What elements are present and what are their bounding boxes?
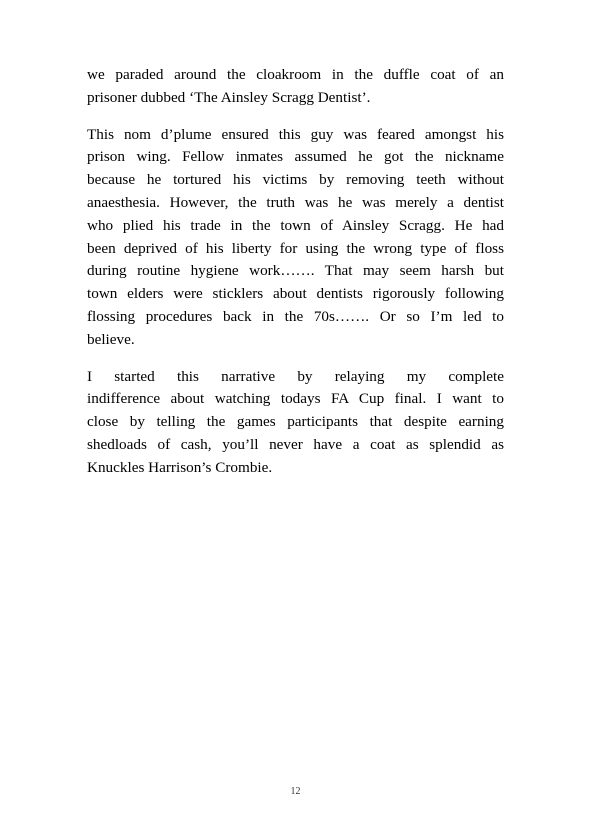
text-line: town elders were sticklers about dentists rigorously following [87,285,504,303]
text-line: we paraded around the cloakroom in the duffle coat of an [87,66,504,83]
text-line: anaesthesia. However, the truth was he was merely a dentist [87,193,504,211]
paragraph-2 [87,124,504,352]
text-line: I started this narrative by relaying my complete [87,367,504,385]
paragraph-3 [87,366,504,480]
text-line: during routine hygiene work……. That may seem harsh but [87,262,504,280]
text-line: close by telling the games participants that despite earning [87,413,504,431]
text-line: prison wing. Fellow inmates assumed he got the nickname [87,148,504,166]
text-line: flossing procedures back in the 70s……. Or so I’m led to [87,307,504,325]
text-line: shedloads of cash, you’ll never have a coat as splendid as [87,435,504,453]
text-line: because he tortured his victims by removing teeth without [87,171,504,189]
text-line: prisoner dubbed ‘The Ainsley Scragg Dentist’. [87,88,371,106]
page-number: 12 [290,786,301,797]
text-line: been deprived of his liberty for using the wrong type of floss [87,239,504,257]
text-line: indifference about watching todays FA Cup final. I want to [87,390,504,408]
paragraph-1 [87,64,504,110]
text-line: believe. [87,330,135,348]
body-text [87,64,504,494]
text-line: This nom d’plume ensured this guy was feared amongst his [87,125,504,143]
text-line: Knuckles Harrison’s Crombie. [87,458,273,476]
text-line: who plied his trade in the town of Ainsley Scragg. He had [87,216,504,234]
